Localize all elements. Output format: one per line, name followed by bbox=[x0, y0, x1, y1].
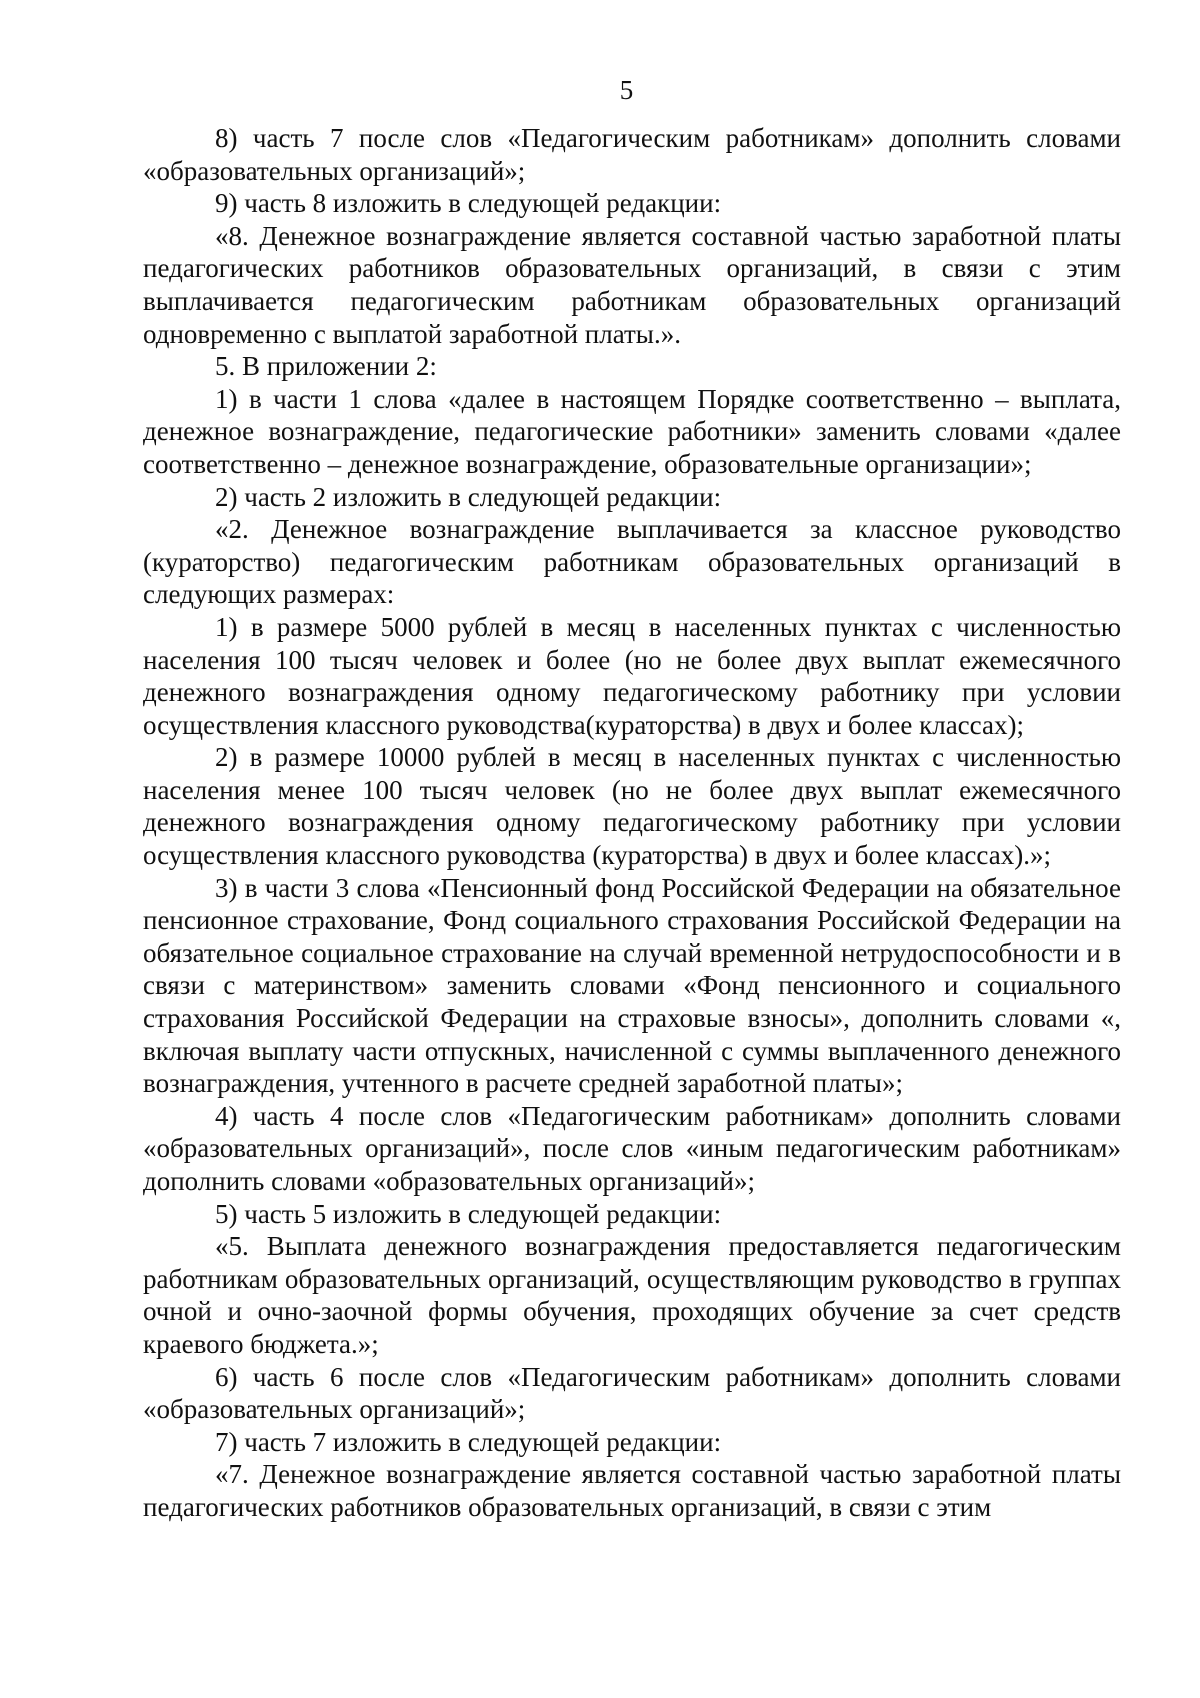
paragraph-quote-part-2: «2. Денежное вознаграждение выплачивается за классное руководство (кураторство) педагогическим работникам образовательных организаций в следующих размерах: bbox=[143, 514, 1121, 610]
paragraph-appendix-2-item-5: 5) часть 5 изложить в следующей редакции: bbox=[215, 1198, 722, 1229]
paragraph-quote-part-8: «8. Денежное вознаграждение является составной частью заработной платы педагогических работников образовательных организаций, в связи с этим выплачивается педагогическим работникам образовательных организаций одновременно с выплатой заработной платы.». bbox=[143, 220, 1121, 349]
paragraph-quote-part-2-subitem-2: 2) в размере 10000 рублей в месяц в населенных пунктах с численностью населения менее 100 тысяч человек (но не более двух выплат ежемесячного денежного вознаграждения одному педагогическому работнику при условии осуществления классного руководства (кураторства) в двух и более классах).»; bbox=[143, 742, 1121, 871]
paragraph-appendix-2-item-1: 1) в части 1 слова «далее в настоящем Порядке соответственно – выплата, денежное вознаграждение, педагогические работники» заменить словами «далее соответственно – денежное вознаграждение, образовательные организации»; bbox=[143, 383, 1121, 479]
paragraph-appendix-2-item-4: 4) часть 4 после слов «Педагогическим работникам» дополнить словами «образовательных организаций», после слов «иным педагогическим работникам» дополнить словами «образовательных организаций»; bbox=[143, 1100, 1121, 1196]
paragraph-appendix-2-heading: 5. В приложении 2: bbox=[215, 351, 437, 382]
paragraph-quote-part-5: «5. Выплата денежного вознаграждения предоставляется педагогическим работникам образовательных организаций, осуществляющим руководство в группах очной и очно-заочной формы обучения, проходящих обучение за счет средств краевого бюджета.»; bbox=[143, 1231, 1121, 1359]
paragraph-appendix-2-item-2: 2) часть 2 изложить в следующей редакции: bbox=[215, 481, 722, 512]
paragraph-quote-part-2-subitem-1: 1) в размере 5000 рублей в месяц в населенных пунктах с численностью населения 100 тысяч человек и более (но не более двух выплат ежемесячного денежного вознаграждения одному педагогическому работнику при условии осуществления классного руководства(кураторства) в двух и более классах); bbox=[143, 611, 1121, 740]
page-number: 5 bbox=[619, 75, 634, 105]
paragraph-quote-part-7: «7. Денежное вознаграждение является составной частью заработной платы педагогических работников образовательных организаций, в связи с этим bbox=[143, 1459, 1121, 1522]
paragraph-appendix-2-item-3: 3) в части 3 слова «Пенсионный фонд Российской Федерации на обязательное пенсионное страхование, Фонд социального страхования Российской Федерации на обязательное социальное страхование на случай временной нетрудоспособности и в связи с материнством» заменить словами «Фонд пенсионного и социального страхования Российской Федерации на страховые взносы», дополнить словами «, включая выплату части отпускных, начисленной с суммы выплаченного денежного вознаграждения, учтенного в расчете средней заработной платы»; bbox=[143, 872, 1121, 1099]
paragraph-appendix-2-item-7: 7) часть 7 изложить в следующей редакции: bbox=[215, 1426, 722, 1457]
paragraph-item-8-part-7: 8) часть 7 после слов «Педагогическим работникам» дополнить словами «образовательных организаций»; bbox=[143, 123, 1121, 186]
paragraph-appendix-2-item-6: 6) часть 6 после слов «Педагогическим работникам» дополнить словами «образовательных организаций»; bbox=[143, 1361, 1121, 1425]
document-body bbox=[143, 122, 1121, 1524]
paragraph-item-9-part-8: 9) часть 8 изложить в следующей редакции: bbox=[215, 188, 722, 219]
